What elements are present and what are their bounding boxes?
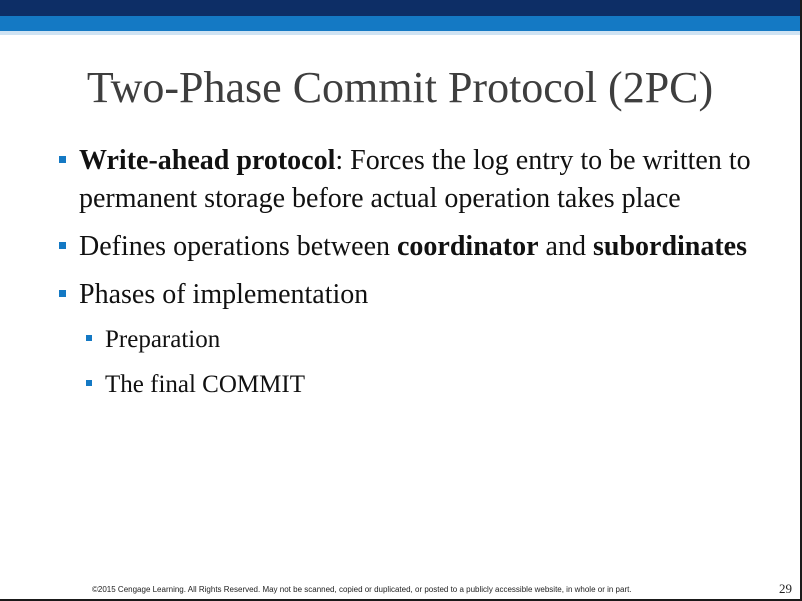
- slide-footer: [0, 581, 800, 598]
- square-bullet-icon: [59, 290, 66, 297]
- sub-bullet-text: The final COMMIT: [105, 371, 305, 398]
- copyright-notice: ©2015 Cengage Learning. All Rights Reserved. May not be scanned, copied or duplicated, or posted to a publicly accessible website, in whole or in part.: [92, 585, 632, 594]
- bullet-defines-operations: [79, 228, 759, 266]
- bullet-text: Defines operations between: [79, 231, 397, 262]
- bullet-term-coordinator: coordinator: [397, 231, 539, 262]
- sub-bullet-final-commit: [105, 368, 745, 402]
- bullet-text: and: [538, 231, 593, 262]
- page-number: 29: [779, 581, 792, 596]
- square-bullet-icon: [86, 335, 92, 341]
- square-bullet-icon: [59, 156, 66, 163]
- sub-bullet-text: Preparation: [105, 326, 221, 353]
- bullet-phases: [79, 276, 759, 314]
- bullet-term-subordinates: subordinates: [592, 231, 748, 262]
- header-band-dark: [0, 0, 800, 16]
- square-bullet-icon: [86, 380, 92, 386]
- bullet-text: : Forces the log entry to be written to permanent storage before actual operation takes place: [79, 145, 751, 214]
- sub-bullet-preparation: [105, 323, 745, 357]
- square-bullet-icon: [59, 242, 66, 249]
- bullet-term: Write-ahead protocol: [79, 145, 336, 176]
- bullet-write-ahead: [79, 142, 759, 218]
- bullet-text: Phases of implementation: [79, 279, 369, 310]
- slide-title: Two-Phase Commit Protocol (2PC): [86, 63, 714, 112]
- header-band-blue: [0, 16, 800, 31]
- bullet-list: [0, 142, 800, 402]
- header-band-light: [0, 31, 800, 35]
